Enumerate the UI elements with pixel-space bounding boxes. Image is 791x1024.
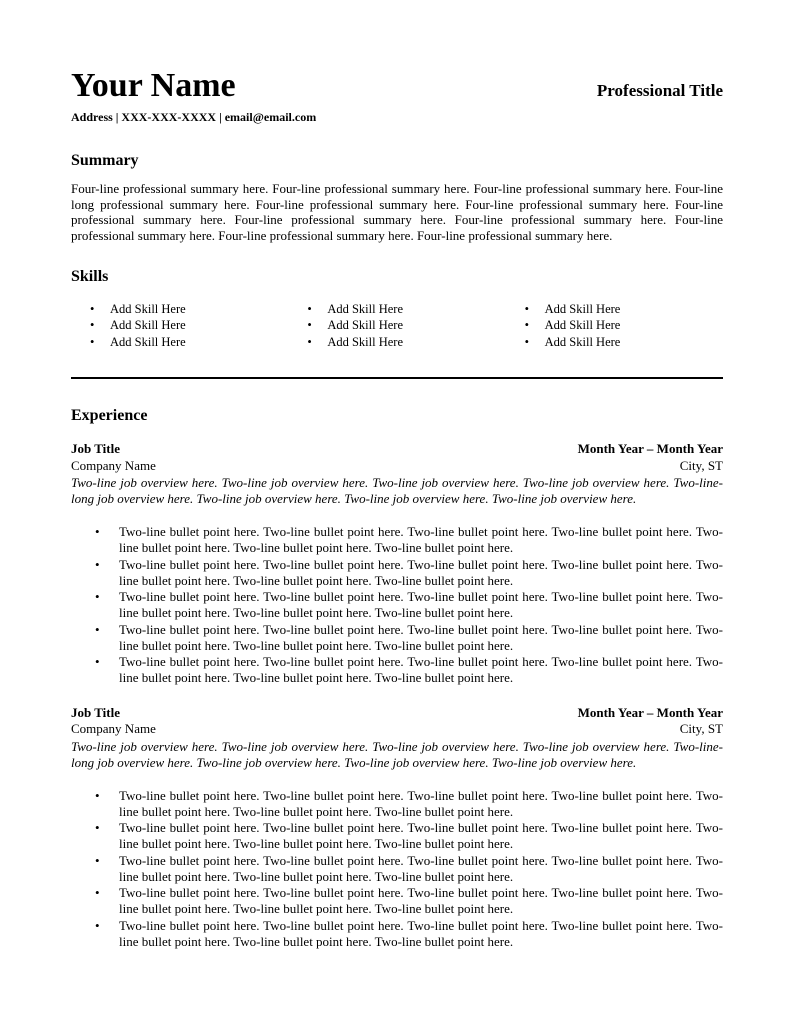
skill-column xyxy=(71,301,288,351)
job-bullet-text: Two-line bullet point here. Two-line bullet point here. Two-line bullet point here. Two-line bullet point here. Two-line bullet point here. Two-line bullet point here. Two-line bullet point here. xyxy=(119,654,723,686)
job-bullet-text: Two-line bullet point here. Two-line bullet point here. Two-line bullet point here. Two-line bullet point here. Two-line bullet point here. Two-line bullet point here. Two-line bullet point here. xyxy=(119,885,723,917)
bullet-icon: • xyxy=(95,621,100,637)
bullet-icon: • xyxy=(95,524,100,540)
job-bullet-text: Two-line bullet point here. Two-line bullet point here. Two-line bullet point here. Two-line bullet point here. Two-line bullet point here. Two-line bullet point here. Two-line bullet point here. xyxy=(119,589,723,621)
job-title: Job Title xyxy=(71,441,121,457)
bullet-icon: • xyxy=(95,589,100,605)
job-bullet-item xyxy=(71,820,723,853)
bullet-icon: • xyxy=(95,787,100,803)
bullet-icon: • xyxy=(90,318,95,333)
job-location: City, ST xyxy=(679,721,723,737)
skill-label: Add Skill Here xyxy=(544,301,621,316)
skill-label: Add Skill Here xyxy=(327,301,404,316)
bullet-icon: • xyxy=(95,917,100,933)
skill-item xyxy=(506,317,723,334)
skill-item xyxy=(288,334,505,351)
job-bullet-text: Two-line bullet point here. Two-line bullet point here. Two-line bullet point here. Two-line bullet point here. Two-line bullet point here. Two-line bullet point here. Two-line bullet point here. xyxy=(119,917,723,949)
skill-item xyxy=(71,334,288,351)
job-dates: Month Year – Month Year xyxy=(577,704,723,720)
job-bullet-item xyxy=(71,918,723,951)
skills-section xyxy=(71,267,723,350)
summary-heading: Summary xyxy=(71,151,139,169)
skill-item xyxy=(71,301,288,318)
job-bullet-text: Two-line bullet point here. Two-line bullet point here. Two-line bullet point here. Two-line bullet point here. Two-line bullet point here. Two-line bullet point here. Two-line bullet point here. xyxy=(119,621,723,653)
bullet-icon: • xyxy=(95,820,100,836)
skill-label: Add Skill Here xyxy=(327,318,404,333)
bullet-icon: • xyxy=(524,318,530,333)
bullet-icon: • xyxy=(307,318,312,333)
bullet-icon: • xyxy=(307,301,312,316)
experience-section xyxy=(71,406,723,950)
job-dates: Month Year – Month Year xyxy=(577,441,723,457)
bullet-icon: • xyxy=(524,334,530,349)
job-title: Job Title xyxy=(71,704,121,720)
resume-header xyxy=(71,66,723,125)
job-bullet-item xyxy=(71,885,723,918)
job-bullet-text: Two-line bullet point here. Two-line bullet point here. Two-line bullet point here. Two-line bullet point here. Two-line bullet point here. Two-line bullet point here. Two-line bullet point here. xyxy=(119,556,723,588)
job-title-row xyxy=(71,441,723,458)
bullet-icon: • xyxy=(90,301,95,316)
bullet-icon: • xyxy=(524,301,530,316)
job-company-row xyxy=(71,721,723,738)
job-title-row xyxy=(71,705,723,722)
skill-label: Add Skill Here xyxy=(110,334,186,349)
company-name: Company Name xyxy=(71,721,156,737)
job-entry xyxy=(71,705,723,951)
experience-heading: Experience xyxy=(71,407,148,425)
bullet-icon: • xyxy=(95,885,100,901)
bullet-icon: • xyxy=(307,334,312,349)
header-row xyxy=(71,66,723,107)
section-divider xyxy=(71,377,723,379)
skills-heading: Skills xyxy=(71,268,109,286)
skill-label: Add Skill Here xyxy=(544,318,621,333)
job-bullet-item xyxy=(71,524,723,557)
job-bullet-list xyxy=(71,524,723,687)
bullet-icon: • xyxy=(95,852,100,868)
bullet-icon: • xyxy=(95,556,100,572)
job-bullet-item xyxy=(71,788,723,821)
name: Your Name xyxy=(71,67,236,104)
job-bullet-text: Two-line bullet point here. Two-line bullet point here. Two-line bullet point here. Two-line bullet point here. Two-line bullet point here. Two-line bullet point here. Two-line bullet point here. xyxy=(119,852,723,884)
skill-label: Add Skill Here xyxy=(327,334,404,349)
job-overview: Two-line job overview here. Two-line job overview here. Two-line job overview here. Two-line job overview here. Two-line-long job overview here. Two-line job overview here. Two-line job overview here. Two-line job overview here. xyxy=(71,738,723,770)
skill-item xyxy=(71,317,288,334)
job-bullet-item xyxy=(71,654,723,687)
job-company-row xyxy=(71,458,723,475)
job-bullet-item xyxy=(71,622,723,655)
skill-item xyxy=(506,301,723,318)
skill-label: Add Skill Here xyxy=(110,318,186,333)
contact-line: Address | XXX-XXX-XXXX | email@email.com xyxy=(71,109,317,124)
job-bullet-item xyxy=(71,589,723,622)
skills-grid xyxy=(71,301,723,351)
job-bullet-text: Two-line bullet point here. Two-line bullet point here. Two-line bullet point here. Two-line bullet point here. Two-line bullet point here. Two-line bullet point here. Two-line bullet point here. xyxy=(119,787,723,819)
job-bullet-list xyxy=(71,788,723,951)
summary-section xyxy=(71,151,723,244)
skill-column xyxy=(288,301,505,351)
job-location: City, ST xyxy=(679,457,723,473)
company-name: Company Name xyxy=(71,457,156,473)
bullet-icon: • xyxy=(90,334,95,349)
summary-text: Four-line professional summary here. Four-line professional summary here. Four-line professional summary here. Four-line long professional summary here. Four-line professional summary here. Four-line professional summary here. Four-line professional summary here. Four-line professional summary here. Four-line professional summary here. Four-line professional summary here. Four-line professional summary here. Four-line professional summary here. xyxy=(71,180,723,243)
job-overview: Two-line job overview here. Two-line job overview here. Two-line job overview here. Two-line job overview here. Two-line-long job overview here. Two-line job overview here. Two-line job overview here. Two-line job overview here. xyxy=(71,475,723,507)
professional-title: Professional Title xyxy=(596,81,723,100)
job-bullet-item xyxy=(71,853,723,886)
skill-column xyxy=(506,301,723,351)
job-bullet-item xyxy=(71,557,723,590)
bullet-icon: • xyxy=(95,654,100,670)
job-bullet-text: Two-line bullet point here. Two-line bullet point here. Two-line bullet point here. Two-line bullet point here. Two-line bullet point here. Two-line bullet point here. Two-line bullet point here. xyxy=(119,524,723,556)
skill-item xyxy=(288,317,505,334)
job-entry xyxy=(71,441,723,687)
skill-label: Add Skill Here xyxy=(110,301,186,316)
skill-label: Add Skill Here xyxy=(544,334,621,349)
job-bullet-text: Two-line bullet point here. Two-line bullet point here. Two-line bullet point here. Two-line bullet point here. Two-line bullet point here. Two-line bullet point here. Two-line bullet point here. xyxy=(119,820,723,852)
skill-item xyxy=(506,334,723,351)
skill-item xyxy=(288,301,505,318)
